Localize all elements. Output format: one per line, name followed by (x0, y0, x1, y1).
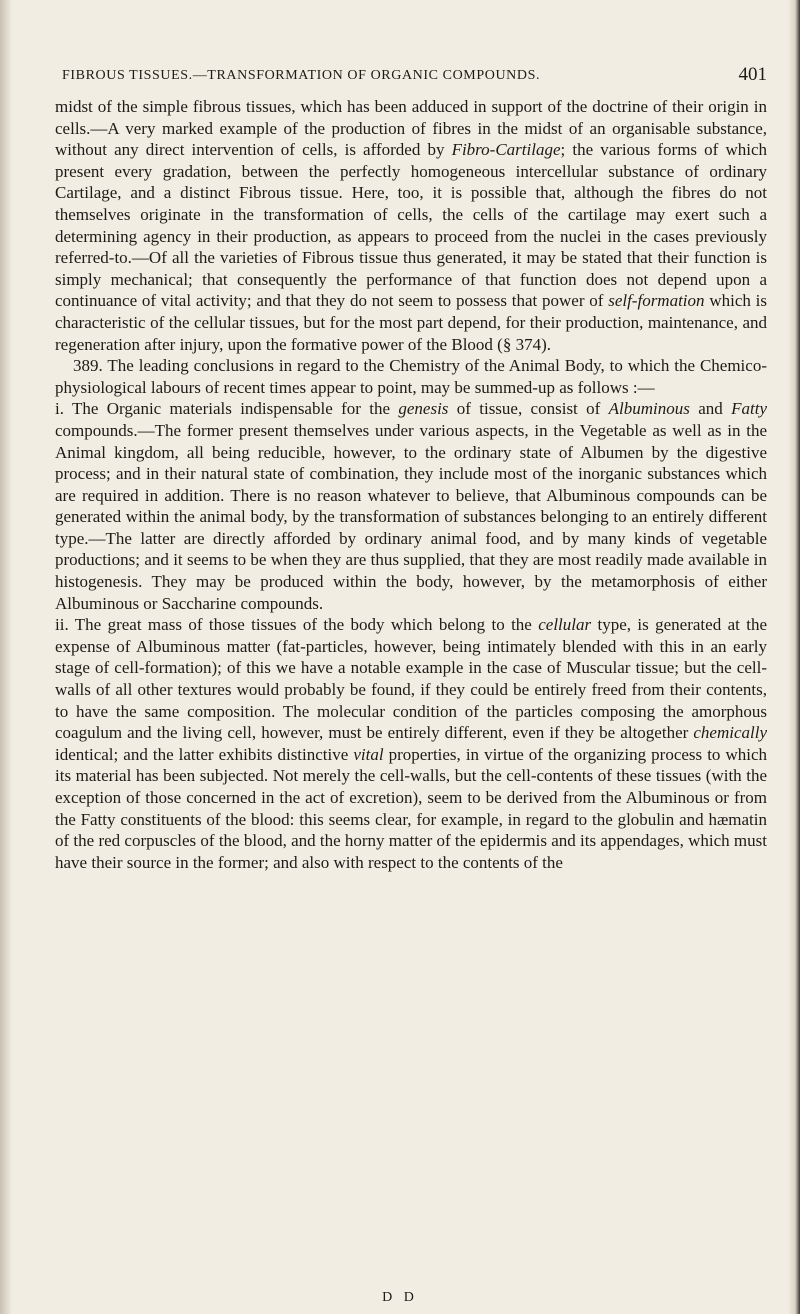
section-389-intro: 389. The leading conclusions in regard to the Chemistry of the Animal Body, to which the Chemico-physiological labours of recent times appear to point, may be summed-up as follows :— (55, 356, 767, 397)
page-header (62, 64, 767, 90)
conclusion-item-1: i. The Organic materials indispensable for the genesis of tissue, consist of Albuminous and Fatty compounds.—The former present themselves under various aspects, in the Vegetable as well as in the Animal kingdom, all being reducible, however, to the ordinary state of Albumen by the digestive process; and in their natural state of combination, they include most of the inorganic substances which are required in addition. There is no reason whatever to believe, that Albuminous compounds can be generated within the animal body, by the transformation of substances belonging to an entirely different type.—The latter are directly afforded by ordinary animal food, and by many kinds of vegetable productions; and it seems to be when they are thus supplied, that they are most readily made available in histogenesis. They may be produced within the body, however, by the metamorphosis of either Albuminous or Saccharine compounds. (55, 399, 767, 613)
signature-mark: D D (382, 1290, 418, 1305)
paragraph-continuation: midst of the simple fibrous tissues, which has been adduced in support of the doctrine of their origin in cells.—A very marked example of the production of fibres in the midst of an organisable substance, without any direct intervention of cells, is afforded by Fibro-Cartilage; the various forms of which present every gradation, between the perfectly homogeneous intercellular substance of ordinary Cartilage, and a distinct Fibrous tissue. Here, too, it is possible that, although the fibres do not themselves originate in the transformation of cells, the cells of the cartilage may exert such a determining agency in their production, as appears to proceed from the nuclei in the cases previously referred-to.—Of all the varieties of Fibrous tissue thus generated, it may be stated that their function is simply mechanical; that consequently the performance of that function does not depend upon a continuance of vital activity; and that they do not seem to possess that power of self-formation which is characteristic of the cellular tissues, but for the most part depend, for their production, maintenance, and regeneration after injury, upon the formative power of the Blood (§ 374). (55, 97, 767, 354)
conclusion-item-2: ii. The great mass of those tissues of the body which belong to the cellular type, is generated at the expense of Albuminous matter (fat-particles, however, being intimately blended with this in an early stage of cell-formation); of this we have a notable example in the case of Muscular tissue; but the cell-walls of all other textures would probably be found, if they could be entirely freed from their contents, to have the same composition. The molecular condition of the particles composing the amorphous coagulum and the living cell, however, must be entirely different, even if they be altogether chemically identical; and the latter exhibits distinctive vital properties, in virtue of the organizing process to which its material has been subjected. Not merely the cell-walls, but the cell-contents of these tissues (with the exception of those concerned in the act of excretion), seem to be derived from the Albuminous or from the Fatty constituents of the blood: this seems clear, for example, in regard to the globulin and hæmatin of the red corpuscles of the blood, and the horny matter of the epidermis and its appendages, which must have their source in the former; and also with respect to the contents of the (55, 615, 767, 872)
page-number: 401 (738, 64, 767, 85)
body-text (55, 96, 767, 873)
page-edge-shadow (788, 0, 800, 1314)
page-gutter-shadow (0, 0, 12, 1314)
running-head: FIBROUS TISSUES.—TRANSFORMATION OF ORGANIC COMPOUNDS. (62, 68, 541, 83)
